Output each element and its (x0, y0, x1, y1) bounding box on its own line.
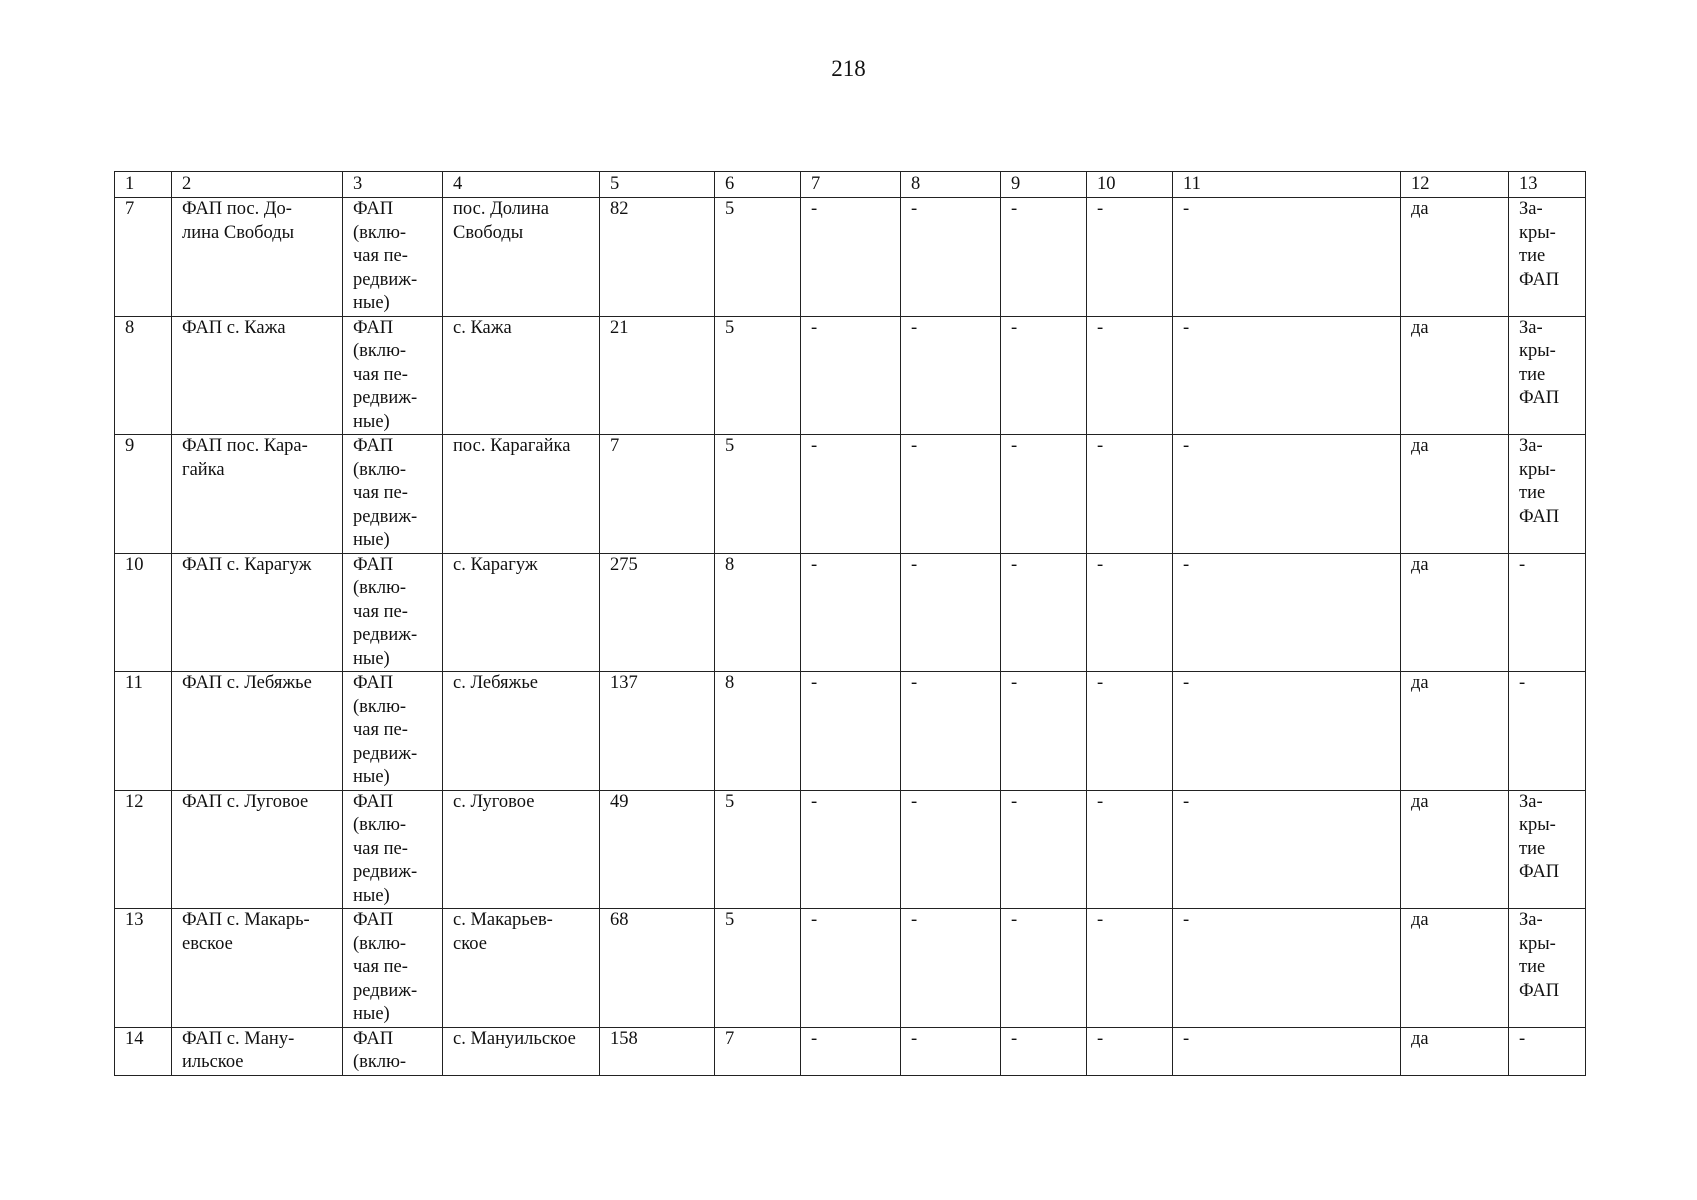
table-cell: - (1001, 790, 1087, 909)
table-cell: 21 (600, 316, 715, 435)
column-number-cell: 7 (801, 172, 901, 198)
table-cell: ФАП с. Макарь- евское (172, 909, 343, 1028)
table-cell: ФАП (вклю- чая пе- редвиж- ные) (343, 672, 443, 791)
table-cell: - (901, 553, 1001, 672)
table-cell: ФАП с. Карагуж (172, 553, 343, 672)
table-row (115, 909, 1586, 1028)
table-cell: - (1001, 672, 1087, 791)
table-cell: - (1087, 1027, 1173, 1075)
table-body (115, 172, 1586, 1076)
column-number-cell: 11 (1173, 172, 1401, 198)
table-cell: да (1401, 1027, 1509, 1075)
table-cell: 68 (600, 909, 715, 1028)
table-cell: - (901, 909, 1001, 1028)
table-cell: с. Лебяжье (443, 672, 600, 791)
table-cell: 8 (715, 672, 801, 791)
column-number-cell: 5 (600, 172, 715, 198)
table-cell: с. Кажа (443, 316, 600, 435)
table-cell: - (1087, 553, 1173, 672)
table-cell: да (1401, 553, 1509, 672)
table-cell: ФАП пос. До- лина Свободы (172, 198, 343, 317)
table-cell: - (1173, 198, 1401, 317)
table-cell: - (1087, 909, 1173, 1028)
table-cell: 10 (115, 553, 172, 672)
table-cell: 8 (715, 553, 801, 672)
table-cell: с. Карагуж (443, 553, 600, 672)
table-cell: 5 (715, 435, 801, 554)
column-number-cell: 2 (172, 172, 343, 198)
table-cell: 5 (715, 790, 801, 909)
table-cell: 14 (115, 1027, 172, 1075)
table-cell: ФАП пос. Кара- гайка (172, 435, 343, 554)
table-cell: - (901, 1027, 1001, 1075)
table-cell: 158 (600, 1027, 715, 1075)
table-cell: 5 (715, 198, 801, 317)
table-cell: - (1173, 435, 1401, 554)
table-cell: да (1401, 672, 1509, 791)
column-number-cell: 4 (443, 172, 600, 198)
table-cell: - (1509, 672, 1586, 791)
table-cell: - (1087, 198, 1173, 317)
table-row (115, 553, 1586, 672)
table-cell: За- кры- тие ФАП (1509, 316, 1586, 435)
table-cell: - (1001, 435, 1087, 554)
table-cell: 7 (715, 1027, 801, 1075)
column-number-cell: 13 (1509, 172, 1586, 198)
table-row (115, 672, 1586, 791)
table-cell: - (801, 672, 901, 791)
table-cell: - (801, 1027, 901, 1075)
table-cell: да (1401, 435, 1509, 554)
table-cell: 11 (115, 672, 172, 791)
table-cell: - (801, 198, 901, 317)
table-row (115, 1027, 1586, 1075)
table-cell: 137 (600, 672, 715, 791)
table-cell: - (901, 198, 1001, 317)
table-cell: - (1509, 553, 1586, 672)
table-cell: - (901, 672, 1001, 791)
table-cell: - (1087, 790, 1173, 909)
table-cell: - (1087, 672, 1173, 791)
table-cell: 5 (715, 316, 801, 435)
table-cell: - (801, 435, 901, 554)
table-cell: - (1173, 1027, 1401, 1075)
table-cell: ФАП с. Ману- ильское (172, 1027, 343, 1075)
table-cell: ФАП с. Лебяжье (172, 672, 343, 791)
table-cell: 49 (600, 790, 715, 909)
table-cell: 8 (115, 316, 172, 435)
page-number: 218 (831, 56, 866, 81)
table-cell: - (1001, 909, 1087, 1028)
table-cell: - (1001, 198, 1087, 317)
data-table (114, 171, 1586, 1076)
table-cell: да (1401, 198, 1509, 317)
table-cell: За- кры- тие ФАП (1509, 790, 1586, 909)
table-cell: За- кры- тие ФАП (1509, 198, 1586, 317)
table-cell: да (1401, 316, 1509, 435)
table-cell: - (1173, 909, 1401, 1028)
table-cell: 7 (600, 435, 715, 554)
table-cell: 5 (715, 909, 801, 1028)
column-number-cell: 8 (901, 172, 1001, 198)
table-cell: - (1001, 553, 1087, 672)
table-cell: с. Макарьев- ское (443, 909, 600, 1028)
table-cell: с. Луговое (443, 790, 600, 909)
table-cell: - (801, 909, 901, 1028)
table-cell: ФАП (вклю- чая пе- редвиж- ные) (343, 790, 443, 909)
table-cell: ФАП (вклю- чая пе- редвиж- ные) (343, 909, 443, 1028)
table-row (115, 316, 1586, 435)
table-cell: - (1173, 790, 1401, 909)
column-number-cell: 1 (115, 172, 172, 198)
table-cell: ФАП (вклю- чая пе- редвиж- ные) (343, 435, 443, 554)
table-cell: - (901, 435, 1001, 554)
table-row (115, 435, 1586, 554)
table-cell: - (901, 316, 1001, 435)
table-cell: 13 (115, 909, 172, 1028)
table-cell: 275 (600, 553, 715, 672)
table-cell: - (1087, 316, 1173, 435)
table-cell: - (901, 790, 1001, 909)
table-cell: За- кры- тие ФАП (1509, 909, 1586, 1028)
column-number-cell: 6 (715, 172, 801, 198)
table-cell: ФАП с. Луговое (172, 790, 343, 909)
column-number-cell: 12 (1401, 172, 1509, 198)
column-number-cell: 10 (1087, 172, 1173, 198)
table-cell: 12 (115, 790, 172, 909)
table-cell: да (1401, 790, 1509, 909)
table-cell: - (801, 790, 901, 909)
table-cell: - (801, 553, 901, 672)
column-number-cell: 9 (1001, 172, 1087, 198)
table-cell: ФАП (вклю- (343, 1027, 443, 1075)
table-cell: - (1001, 1027, 1087, 1075)
table-cell: 7 (115, 198, 172, 317)
table-cell: - (1173, 553, 1401, 672)
table-row (115, 790, 1586, 909)
table-cell: - (1001, 316, 1087, 435)
table-cell: 9 (115, 435, 172, 554)
table-header-row (115, 172, 1586, 198)
table-cell: - (1173, 316, 1401, 435)
table-row (115, 198, 1586, 317)
table-cell: 82 (600, 198, 715, 317)
table-cell: ФАП (вклю- чая пе- редвиж- ные) (343, 316, 443, 435)
table-cell: За- кры- тие ФАП (1509, 435, 1586, 554)
table-cell: пос. Карагайка (443, 435, 600, 554)
column-number-cell: 3 (343, 172, 443, 198)
table-cell: - (801, 316, 901, 435)
table-cell: ФАП (вклю- чая пе- редвиж- ные) (343, 198, 443, 317)
table-cell: - (1087, 435, 1173, 554)
table-cell: да (1401, 909, 1509, 1028)
table-cell: с. Мануильское (443, 1027, 600, 1075)
table-cell: ФАП с. Кажа (172, 316, 343, 435)
table-cell: пос. Долина Свободы (443, 198, 600, 317)
table-cell: - (1173, 672, 1401, 791)
table-cell: - (1509, 1027, 1586, 1075)
table-cell: ФАП (вклю- чая пе- редвиж- ные) (343, 553, 443, 672)
